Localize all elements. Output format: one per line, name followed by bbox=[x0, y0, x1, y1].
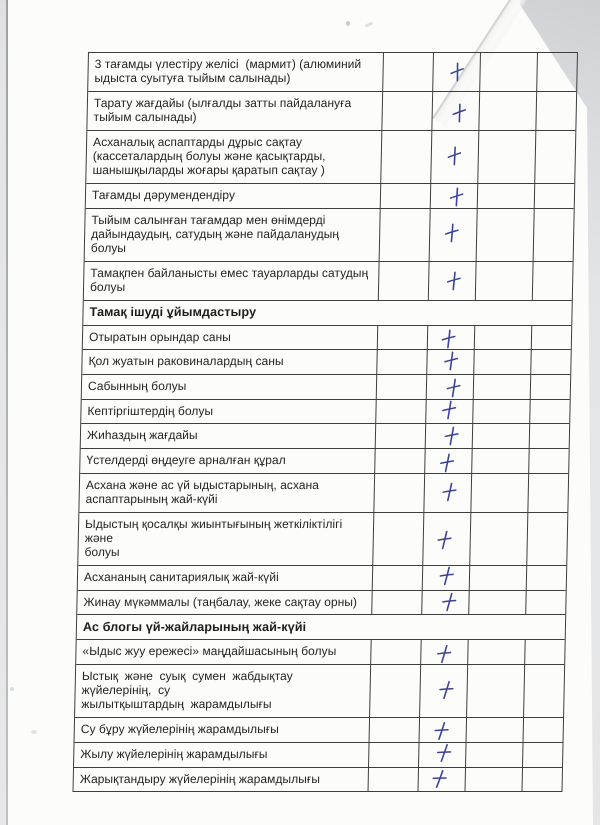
empty-cell bbox=[526, 566, 566, 590]
empty-cell bbox=[368, 718, 418, 742]
empty-cell bbox=[469, 591, 526, 615]
check-cell bbox=[426, 350, 474, 374]
empty-cell bbox=[371, 591, 421, 615]
row-label: Жиһаздың жағдайы bbox=[86, 428, 198, 443]
empty-cell bbox=[534, 131, 575, 183]
pen-checkmark-icon bbox=[443, 269, 464, 293]
check-cell bbox=[418, 743, 466, 767]
pen-checkmark-icon bbox=[439, 481, 458, 503]
empty-cell bbox=[380, 131, 431, 183]
row-label: Тағамды дәрумендендіру bbox=[91, 187, 236, 202]
table-section bbox=[77, 301, 572, 616]
table-row bbox=[76, 640, 565, 665]
section-header-row bbox=[77, 615, 566, 640]
empty-cell bbox=[376, 375, 426, 399]
empty-cell bbox=[524, 640, 564, 664]
empty-cell bbox=[375, 424, 425, 448]
check-cell bbox=[417, 768, 465, 792]
check-cell bbox=[426, 326, 474, 350]
empty-cell bbox=[530, 350, 570, 374]
empty-cell bbox=[526, 513, 567, 565]
empty-cell bbox=[532, 262, 573, 300]
empty-cell bbox=[528, 474, 569, 512]
table-section bbox=[74, 615, 566, 791]
pen-checkmark-icon bbox=[432, 741, 454, 765]
pen-checkmark-icon bbox=[443, 143, 465, 168]
check-cell bbox=[421, 591, 469, 615]
row-label: Отыратын орындар саны bbox=[88, 329, 232, 344]
pen-checkmark-icon bbox=[440, 349, 460, 373]
pen-checkmark-icon bbox=[437, 452, 456, 474]
row-label: Тарату жағдайы (ылғалды затты пайдалануға тыйым салынады) bbox=[93, 95, 352, 125]
check-cell bbox=[425, 375, 473, 399]
row-label: Жарықтандыру жүйелерінің жарамдылығы bbox=[79, 771, 321, 786]
table-row bbox=[84, 262, 573, 301]
check-cell bbox=[423, 474, 472, 512]
table-row bbox=[82, 375, 571, 400]
empty-cell bbox=[523, 718, 563, 742]
check-cell bbox=[425, 400, 473, 424]
empty-cell bbox=[369, 665, 420, 717]
empty-cell bbox=[475, 262, 533, 300]
pen-checkmark-icon bbox=[428, 767, 450, 791]
empty-cell bbox=[472, 449, 529, 473]
empty-cell bbox=[465, 743, 522, 767]
section-header-row bbox=[83, 301, 572, 326]
empty-cell bbox=[466, 665, 524, 717]
row-label: Жинау мүкәммалы (таңбалау, жеке сақтау орны) bbox=[83, 594, 358, 609]
table-row bbox=[74, 768, 562, 792]
empty-cell bbox=[522, 768, 562, 792]
row-label: Сабынның болуы bbox=[87, 379, 187, 394]
empty-cell bbox=[477, 184, 534, 208]
empty-cell bbox=[471, 474, 529, 512]
table-row bbox=[86, 184, 575, 209]
empty-cell bbox=[370, 640, 420, 664]
empty-cell bbox=[474, 326, 531, 350]
empty-cell bbox=[533, 209, 574, 261]
check-cell bbox=[431, 92, 480, 130]
empty-cell bbox=[465, 768, 522, 792]
check-cell bbox=[430, 131, 479, 183]
table-row bbox=[81, 400, 570, 425]
empty-cell bbox=[375, 400, 425, 424]
table-row bbox=[81, 424, 570, 449]
pen-checkmark-icon bbox=[438, 591, 459, 614]
row-label: Асхана және ас үй ыдыстарының, асхана аспаптарының жай-күйі bbox=[85, 477, 320, 507]
empty-cell bbox=[382, 53, 433, 91]
pen-checkmark-icon bbox=[438, 328, 459, 352]
empty-cell bbox=[380, 184, 430, 208]
table-row bbox=[79, 474, 568, 513]
empty-cell bbox=[530, 375, 570, 399]
check-cell bbox=[418, 718, 466, 742]
pen-checkmark-icon bbox=[434, 529, 454, 551]
empty-cell bbox=[368, 743, 418, 767]
table-row bbox=[78, 513, 567, 566]
pen-checkmark-icon bbox=[430, 719, 452, 743]
check-cell bbox=[432, 53, 481, 91]
row-label: «Ыдыс жуу ережесі» маңдайшасының болуы bbox=[82, 644, 337, 659]
table-row bbox=[75, 718, 564, 743]
empty-cell bbox=[478, 131, 536, 183]
row-label: Үстелдерді өңдеуге арналған құрал bbox=[86, 453, 286, 468]
check-cell bbox=[422, 513, 471, 565]
table-row bbox=[85, 209, 574, 262]
scan-speck bbox=[31, 730, 37, 734]
empty-cell bbox=[469, 566, 526, 590]
inspection-table bbox=[72, 52, 578, 792]
empty-cell bbox=[470, 513, 528, 565]
section-header-label: Тамақ ішуді ұйымдастыру bbox=[89, 305, 257, 320]
empty-cell bbox=[529, 400, 569, 424]
empty-cell bbox=[474, 350, 531, 374]
table-row bbox=[88, 53, 577, 92]
empty-cell bbox=[479, 92, 537, 130]
table-row bbox=[77, 591, 566, 616]
check-cell bbox=[421, 566, 469, 590]
table-row bbox=[87, 92, 576, 131]
pen-checkmark-icon bbox=[440, 220, 461, 244]
table-row bbox=[86, 131, 575, 184]
empty-cell bbox=[367, 768, 417, 792]
check-cell bbox=[428, 209, 477, 261]
scan-speck bbox=[10, 687, 14, 691]
table-row bbox=[80, 449, 569, 474]
empty-cell bbox=[372, 513, 423, 565]
empty-cell bbox=[536, 92, 577, 130]
empty-cell bbox=[473, 375, 530, 399]
empty-cell bbox=[468, 640, 525, 664]
empty-cell bbox=[373, 474, 424, 512]
pen-checkmark-icon bbox=[436, 564, 456, 587]
empty-cell bbox=[378, 209, 429, 261]
pen-checkmark-icon bbox=[439, 398, 459, 421]
empty-cell bbox=[476, 209, 534, 261]
table-row bbox=[82, 350, 571, 375]
section-header-label: Ас блогы үй-жайларының жай-күйі bbox=[82, 619, 307, 634]
check-cell bbox=[420, 640, 468, 664]
pen-checkmark-icon bbox=[447, 100, 469, 125]
empty-cell bbox=[528, 449, 568, 473]
row-label: Кептіргіштердің болуы bbox=[87, 403, 214, 418]
empty-cell bbox=[377, 326, 427, 350]
row-label: Су бұру жүйелерінің жарамдылығы bbox=[80, 722, 280, 737]
empty-cell bbox=[372, 566, 422, 590]
pen-checkmark-icon bbox=[443, 376, 463, 399]
row-label: Ыстық және суық сумен жабдықтау жүйелерінің, су жылытқыштардың жарамдылығы bbox=[81, 668, 300, 712]
row-label: Асханалық аспаптарды дұрыс сақтау (кассеталардың болуы және қасықтарды, шанышқыларды жоғары қаратып сақтау ) bbox=[92, 134, 326, 178]
table-row bbox=[75, 665, 564, 718]
check-cell bbox=[424, 449, 472, 473]
pen-checkmark-icon bbox=[445, 59, 468, 84]
scan-edge-line bbox=[6, 0, 8, 825]
check-cell bbox=[427, 262, 476, 300]
empty-cell bbox=[534, 184, 574, 208]
row-label: Ыдыстың қосалқы жиынтығының жеткіліктілігі және болуы bbox=[84, 516, 346, 560]
pen-checkmark-icon bbox=[435, 678, 456, 702]
empty-cell bbox=[536, 53, 577, 91]
check-cell bbox=[419, 665, 468, 717]
pen-checkmark-icon bbox=[441, 425, 460, 448]
row-label: Жылу жүйелерінің жарамдылығы bbox=[80, 746, 268, 761]
pen-checkmark-icon bbox=[433, 642, 454, 665]
row-label: Асхананың санитариялық жай-күйі bbox=[83, 569, 279, 584]
table-row bbox=[74, 743, 563, 768]
scan-speck bbox=[346, 21, 350, 26]
pen-checkmark-icon bbox=[445, 184, 467, 209]
row-label: Тамақпен байланысты емес тауарларды сатудың болуы bbox=[89, 265, 369, 294]
empty-cell bbox=[480, 53, 538, 91]
table-row bbox=[78, 566, 567, 591]
table-row bbox=[83, 326, 572, 351]
row-label: 3 тағамды үлестіру желісі (мармит) (алюминий ыдыста суытуға тыйым салынады) bbox=[94, 57, 362, 86]
table-section bbox=[84, 53, 577, 301]
empty-cell bbox=[378, 262, 429, 300]
empty-cell bbox=[525, 591, 565, 615]
empty-cell bbox=[531, 326, 571, 350]
empty-cell bbox=[374, 449, 424, 473]
row-label: Тыйым салынған тағамдар мен өнімдерді дайындаудың, сатудың және пайдаланудың болуы bbox=[90, 212, 343, 256]
empty-cell bbox=[381, 92, 432, 130]
empty-cell bbox=[522, 743, 562, 767]
empty-cell bbox=[529, 424, 569, 448]
check-cell bbox=[429, 184, 477, 208]
empty-cell bbox=[376, 350, 426, 374]
empty-cell bbox=[523, 665, 564, 717]
check-cell bbox=[424, 424, 472, 448]
row-label: Қол жуатын раковиналардың саны bbox=[88, 354, 284, 369]
empty-cell bbox=[472, 424, 529, 448]
empty-cell bbox=[466, 718, 523, 742]
empty-cell bbox=[473, 400, 530, 424]
